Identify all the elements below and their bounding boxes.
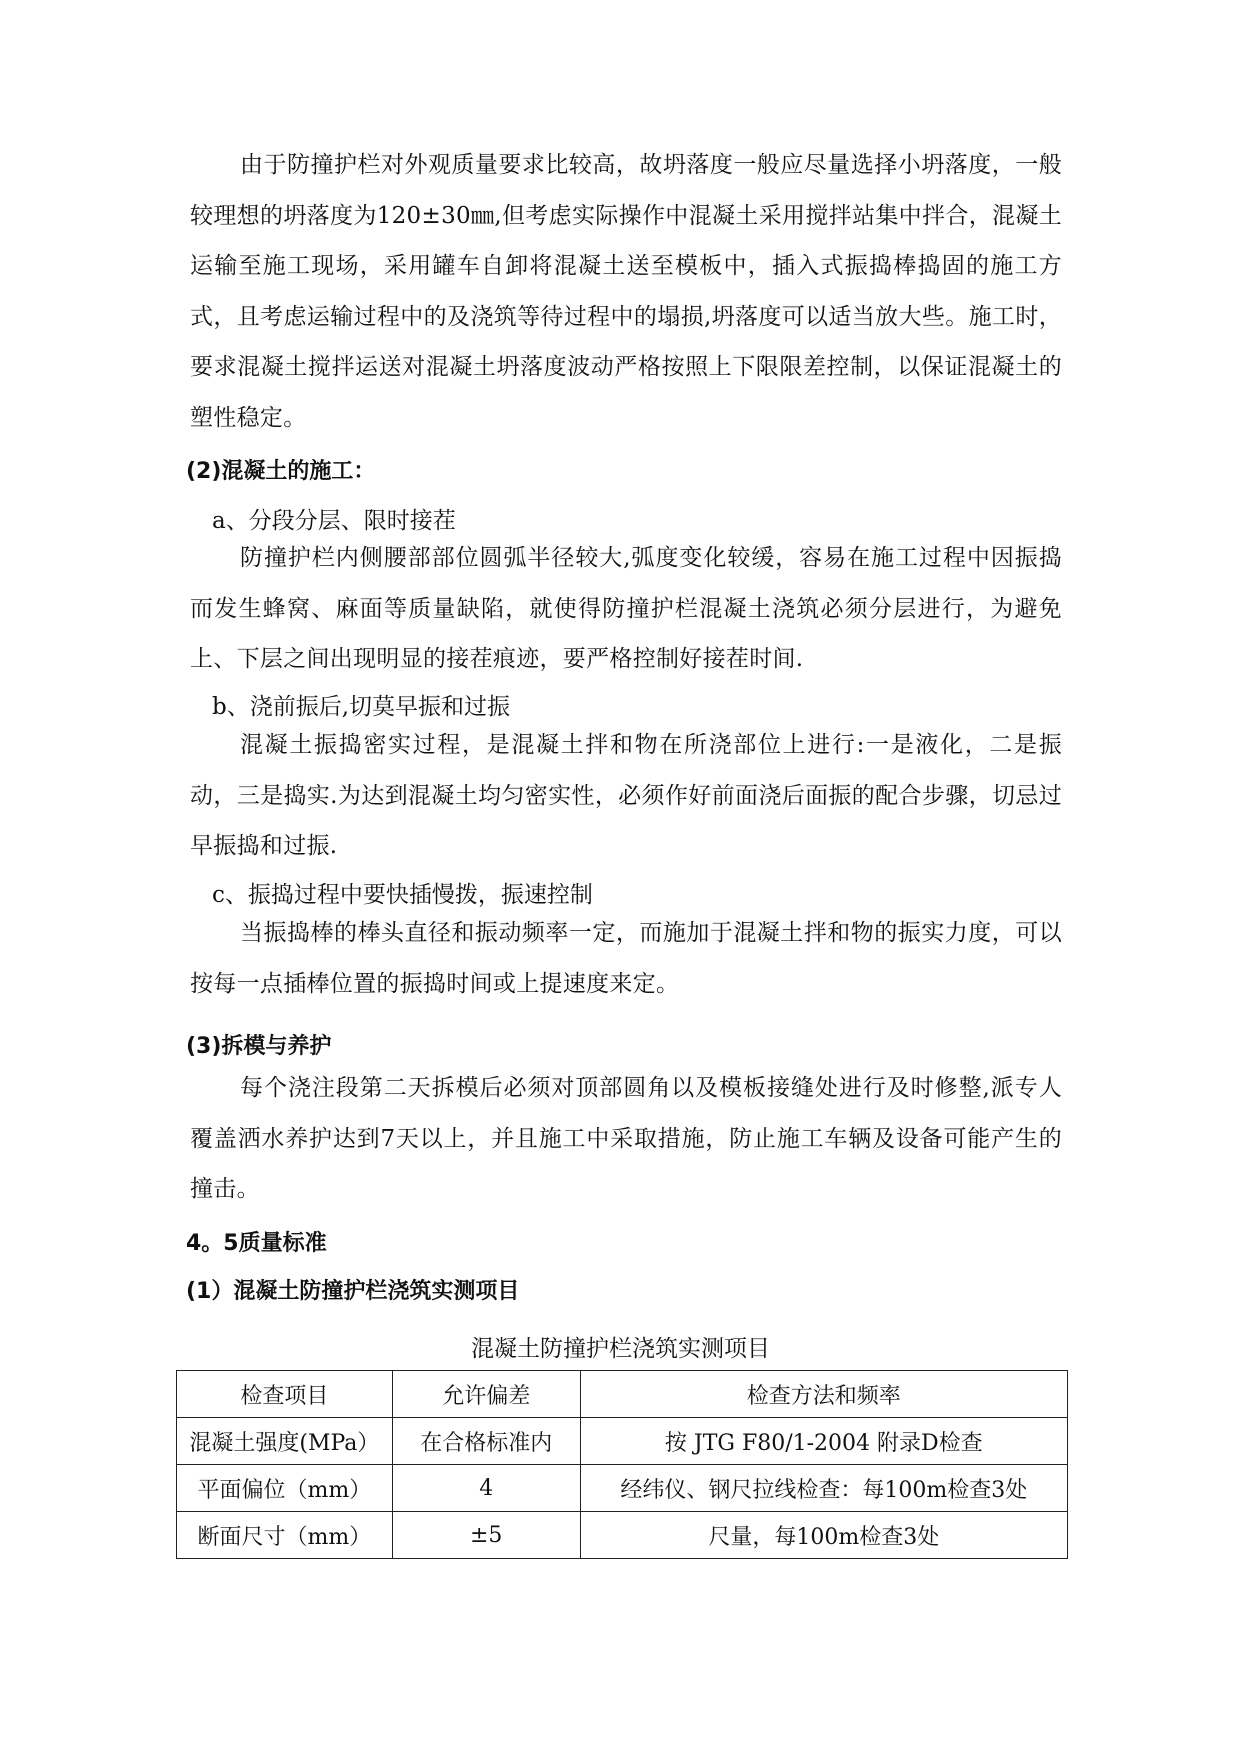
table-row xyxy=(177,1418,1068,1465)
heading-curing: (3)拆模与养护 xyxy=(186,1034,332,1059)
paragraph-b: 混凝土振捣密实过程，是混凝土拌和物在所浇部位上进行:一是液化，二是振动，三是捣实.为达到混凝土均匀密实性，必须作好前面浇后面振的配合步骤，切忌过早振捣和过振. xyxy=(190,732,1062,859)
table-caption: 混凝土防撞护栏浇筑实测项目 xyxy=(471,1336,770,1362)
heading-b: b、浇前振后,切莫早振和过振 xyxy=(212,694,511,720)
inspection-table xyxy=(176,1370,1068,1559)
heading-a: a、分段分层、限时接茬 xyxy=(212,508,456,534)
table-header-row xyxy=(177,1371,1068,1418)
slump-paragraph: 由于防撞护栏对外观质量要求比较高，故坍落度一般应尽量选择小坍落度，一般较理想的坍落度为120±30㎜,但考虑实际操作中混凝土采用搅拌站集中拌合，混凝土运输至施工现场，采用罐车自卸将混凝土送至模板中，插入式振捣棒捣固的施工方式，且考虑运输过程中的及浇筑等待过程中的塌损,坍落度可以适当放大些。施工时，要求混凝土搅拌运送对混凝土坍落度波动严格按照上下限限差控制，以保证混凝土的塑性稳定。 xyxy=(190,152,1062,431)
cell-tolerance: 4 xyxy=(392,1465,580,1512)
table-row xyxy=(177,1512,1068,1559)
cell-item: 平面偏位（mm） xyxy=(177,1465,393,1512)
cell-method: 经纬仪、钢尺拉线检查：每100m检查3处 xyxy=(580,1465,1067,1512)
cell-method: 按 JTG F80/1-2004 附录D检查 xyxy=(580,1418,1067,1465)
cell-item: 混凝土强度(MPa） xyxy=(177,1418,393,1465)
paragraph-a: 防撞护栏内侧腰部部位圆弧半径较大,弧度变化较缓，容易在施工过程中因振捣而发生蜂窝、麻面等质量缺陷，就使得防撞护栏混凝土浇筑必须分层进行，为避免上、下层之间出现明显的接茬痕迹，要严格控制好接茬时间. xyxy=(190,545,1062,672)
cell-item: 断面尺寸（mm） xyxy=(177,1512,393,1559)
header-method: 检查方法和频率 xyxy=(580,1371,1067,1418)
paragraph-c: 当振捣棒的棒头直径和振动频率一定，而施加于混凝土拌和物的振实力度，可以按每一点插棒位置的振捣时间或上提速度来定。 xyxy=(190,920,1062,997)
heading-construction: (2)混凝土的施工： xyxy=(186,459,376,484)
header-tolerance: 允许偏差 xyxy=(392,1371,580,1418)
cell-method: 尺量，每100m检查3处 xyxy=(580,1512,1067,1559)
heading-items: (1）混凝土防撞护栏浇筑实测项目 xyxy=(186,1279,520,1304)
paragraph-curing: 每个浇注段第二天拆模后必须对顶部圆角以及模板接缝处进行及时修整,派专人覆盖洒水养护达到7天以上，并且施工中采取措施，防止施工车辆及设备可能产生的撞击。 xyxy=(190,1075,1062,1202)
header-item: 检查项目 xyxy=(177,1371,393,1418)
heading-c: c、振捣过程中要快插慢拨，振速控制 xyxy=(212,882,593,908)
heading-quality: 4。5质量标准 xyxy=(186,1231,327,1256)
cell-tolerance: 在合格标准内 xyxy=(392,1418,580,1465)
table-row xyxy=(177,1465,1068,1512)
cell-tolerance: ±5 xyxy=(392,1512,580,1559)
